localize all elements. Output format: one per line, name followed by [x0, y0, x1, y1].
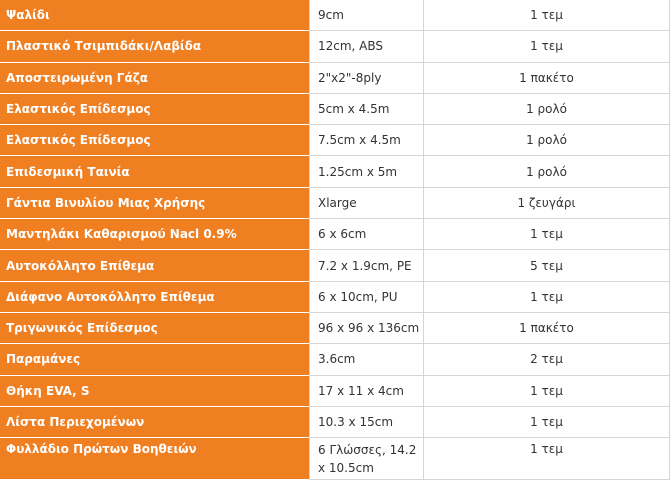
table-row	[0, 94, 670, 125]
item-name: Θήκη EVA, S	[0, 376, 309, 407]
item-quantity: 1 τεμ	[424, 31, 670, 62]
item-quantity: 1 πακέτο	[424, 313, 670, 344]
item-name: Ελαστικός Επίδεσμος	[0, 94, 309, 125]
item-size: 7.5cm x 4.5m	[309, 125, 424, 156]
item-name: Μαντηλάκι Καθαρισμού Nacl 0.9%	[0, 219, 309, 250]
item-size: 96 x 96 x 136cm	[309, 313, 424, 344]
item-size: 17 x 11 x 4cm	[309, 376, 424, 407]
item-name: Αυτοκόλλητο Επίθεμα	[0, 250, 309, 281]
item-quantity: 1 τεμ	[424, 219, 670, 250]
item-size: 9cm	[309, 0, 424, 31]
item-name: Πλαστικό Τσιμπιδάκι/Λαβίδα	[0, 31, 309, 62]
table-row	[0, 344, 670, 375]
item-name: Παραμάνες	[0, 344, 309, 375]
table-row	[0, 0, 670, 31]
item-size: 2"x2"-8ply	[309, 63, 424, 94]
item-size: 5cm x 4.5m	[309, 94, 424, 125]
item-quantity: 2 τεμ	[424, 344, 670, 375]
item-quantity: 1 τεμ	[424, 282, 670, 313]
item-name: Διάφανο Αυτοκόλλητο Επίθεμα	[0, 282, 309, 313]
item-name: Γάντια Βινυλίου Μιας Χρήσης	[0, 188, 309, 219]
table-row	[0, 219, 670, 250]
item-name: Αποστειρωμένη Γάζα	[0, 63, 309, 94]
item-name: Τριγωνικός Επίδεσμος	[0, 313, 309, 344]
table-row	[0, 438, 670, 480]
item-quantity: 1 ρολό	[424, 125, 670, 156]
item-quantity: 1 ρολό	[424, 156, 670, 187]
item-quantity: 1 τεμ	[424, 407, 670, 438]
item-size: 3.6cm	[309, 344, 424, 375]
item-size: 6 Γλώσσες, 14.2 x 10.5cm	[309, 438, 424, 480]
item-quantity: 1 ρολό	[424, 94, 670, 125]
item-name: Ψαλίδι	[0, 0, 309, 31]
item-size: 10.3 x 15cm	[309, 407, 424, 438]
item-name: Ελαστικός Επίδεσμος	[0, 125, 309, 156]
table-row	[0, 125, 670, 156]
item-size: Xlarge	[309, 188, 424, 219]
item-size: 6 x 6cm	[309, 219, 424, 250]
table-row	[0, 376, 670, 407]
item-quantity: 1 ζευγάρι	[424, 188, 670, 219]
item-quantity: 5 τεμ	[424, 250, 670, 281]
table-row	[0, 31, 670, 62]
table-row	[0, 188, 670, 219]
item-quantity: 1 τεμ	[424, 376, 670, 407]
item-size: 12cm, ABS	[309, 31, 424, 62]
table-row	[0, 156, 670, 187]
item-size: 1.25cm x 5m	[309, 156, 424, 187]
table-row	[0, 250, 670, 281]
table-row	[0, 313, 670, 344]
table-row	[0, 282, 670, 313]
item-name: Λίστα Περιεχομένων	[0, 407, 309, 438]
item-quantity: 1 πακέτο	[424, 63, 670, 94]
item-size: 7.2 x 1.9cm, PE	[309, 250, 424, 281]
item-name: Επιδεσμική Ταινία	[0, 156, 309, 187]
item-size: 6 x 10cm, PU	[309, 282, 424, 313]
item-name: Φυλλάδιο Πρώτων Βοηθειών	[0, 438, 309, 480]
item-quantity: 1 τεμ	[424, 438, 670, 480]
table-row	[0, 407, 670, 438]
table-row	[0, 63, 670, 94]
item-quantity: 1 τεμ	[424, 0, 670, 31]
